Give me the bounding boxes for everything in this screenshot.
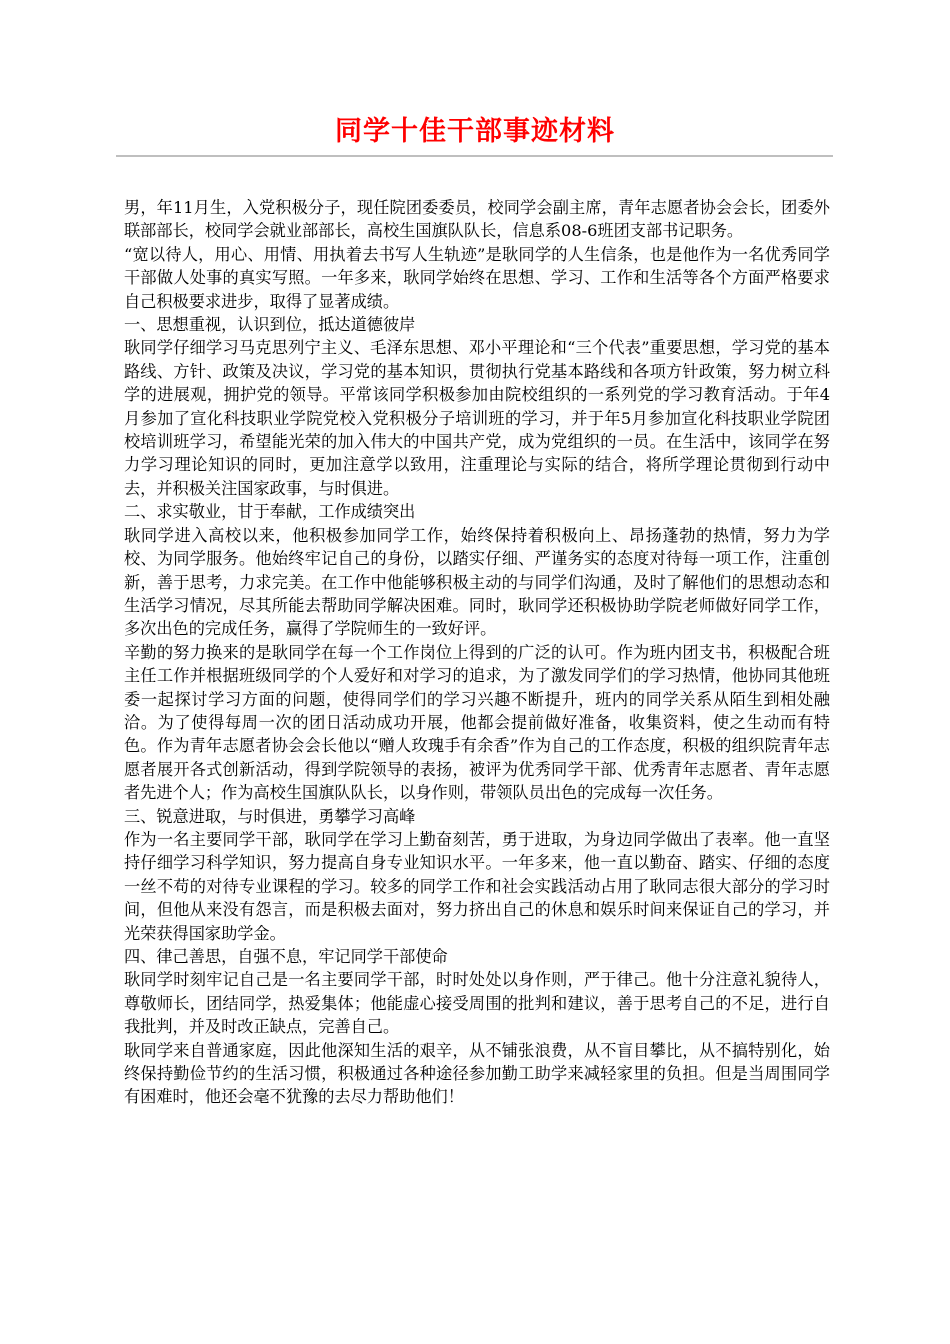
section-heading-1: 一、思想重视，认识到位，抵达道德彼岸: [124, 315, 416, 335]
body-paragraph: 耿同学仔细学习马克思列宁主义、毛泽东思想、邓小平理论和“三个代表”重要思想，学习党的基本路线、方针、政策及决议，学习党的基本知识，贯彻执行党基本路线和各项方针政策，努力树立科学的进展观，拥护党的领导。平常该同学积极参加由院校组织的一系列党的学习教育活动。于年4月参加了宣化科技职业学院党校入党积极分子培训班的学习，并于年5月参加宣化科技职业学院团校培训班学习，希望能光荣的加入伟大的中国共产党，成为党组织的一员。在生活中，该同学在努力学习理论知识的同时，更加注意学以致用，注重理论与实际的结合，将所学理论贯彻到行动中去，并积极关注国家政事，与时俱进。: [124, 338, 830, 498]
section-heading-3: 三、锐意进取，与时俱进，勇攀学习高峰: [124, 806, 416, 826]
motto-paragraph: “宽以待人，用心、用情、用执着去书写人生轨迹”是耿同学的人生信条，也是他作为一名优秀同学干部做人处事的真实写照。一年多来，耿同学始终在思想、学习、工作和生活等各个方面严格要求自己积极要求进步，取得了显著成绩。: [124, 244, 830, 311]
body-paragraph: 辛勤的努力换来的是耿同学在每一个工作岗位上得到的广泛的认可。作为班内团支书，积极配合班主任工作并根据班级同学的个人爱好和对学习的追求，为了激发同学们的学习热情，他协同其他班委一起探讨学习方面的问题，使得同学们的学习兴趣不断提升，班内的同学关系从陌生到相处融洽。为了使得每周一次的团日活动成功开展，他都会提前做好准备，收集资料，使之生动而有特色。作为青年志愿者协会会长他以“赠人玫瑰手有余香”作为自己的工作态度，积极的组织院青年志愿者展开各式创新活动，得到学院领导的表扬，被评为优秀同学干部、优秀青年志愿者、青年志愿者先进个人；作为高校生国旗队队长，以身作则，带领队员出色的完成每一次任务。: [124, 642, 830, 803]
body-paragraph: 耿同学时刻牢记自己是一名主要同学干部，时时处处以身作则，严于律己。他十分注意礼貌待人，尊敬师长，团结同学，热爱集体；他能虚心接受周围的批判和建议，善于思考自己的不足，进行自我批判，并及时改正缺点，完善自己。: [124, 970, 830, 1037]
intro-paragraph: 男，年11月生，入党积极分子，现任院团委委员，校同学会副主席，青年志愿者协会会长，团委外联部部长，校同学会就业部部长，高校生国旗队队长，信息系08-6班团支部书记职务。: [124, 198, 830, 241]
body-paragraph: 耿同学进入高校以来，他积极参加同学工作，始终保持着积极向上、昂扬蓬勃的热情，努力为学校、为同学服务。他始终牢记自己的身份，以踏实仔细、严谨务实的态度对待每一项工作，注重创新，善于思考，力求完美。在工作中他能够积极主动的与同学们沟通，及时了解他们的思想动态和生活学习情况，尽其所能去帮助同学解决困难。同时，耿同学还积极协助学院老师做好同学工作，多次出色的完成任务，赢得了学院师生的一致好评。: [124, 525, 830, 639]
document-body: [124, 196, 830, 1109]
section-heading-2: 二、求实敬业，甘于奉献，工作成绩突出: [124, 502, 416, 522]
section-heading-4: 四、律己善思，自强不息，牢记同学干部使命: [124, 947, 448, 966]
title-divider: [116, 155, 833, 157]
document-title: 同学十佳干部事迹材料: [335, 116, 615, 147]
body-paragraph: 耿同学来自普通家庭，因此他深知生活的艰辛，从不铺张浪费，从不盲目攀比，从不搞特别化，始终保持勤俭节约的生活习惯，积极通过各种途径参加勤工助学来减轻家里的负担。但是当周围同学有困难时，他还会毫不犹豫的去尽力帮助他们！: [124, 1040, 830, 1107]
body-paragraph: 作为一名主要同学干部，耿同学在学习上勤奋刻苦，勇于进取，为身边同学做出了表率。他一直坚持仔细学习科学知识，努力提高自身专业知识水平。一年多来，他一直以勤奋、踏实、仔细的态度一丝不苟的对待专业课程的学习。较多的同学工作和社会实践活动占用了耿同志很大部分的学习时间，但他从来没有怨言，而是积极去面对，努力挤出自己的休息和娱乐时间来保证自己的学习，并光荣获得国家助学金。: [124, 829, 830, 943]
